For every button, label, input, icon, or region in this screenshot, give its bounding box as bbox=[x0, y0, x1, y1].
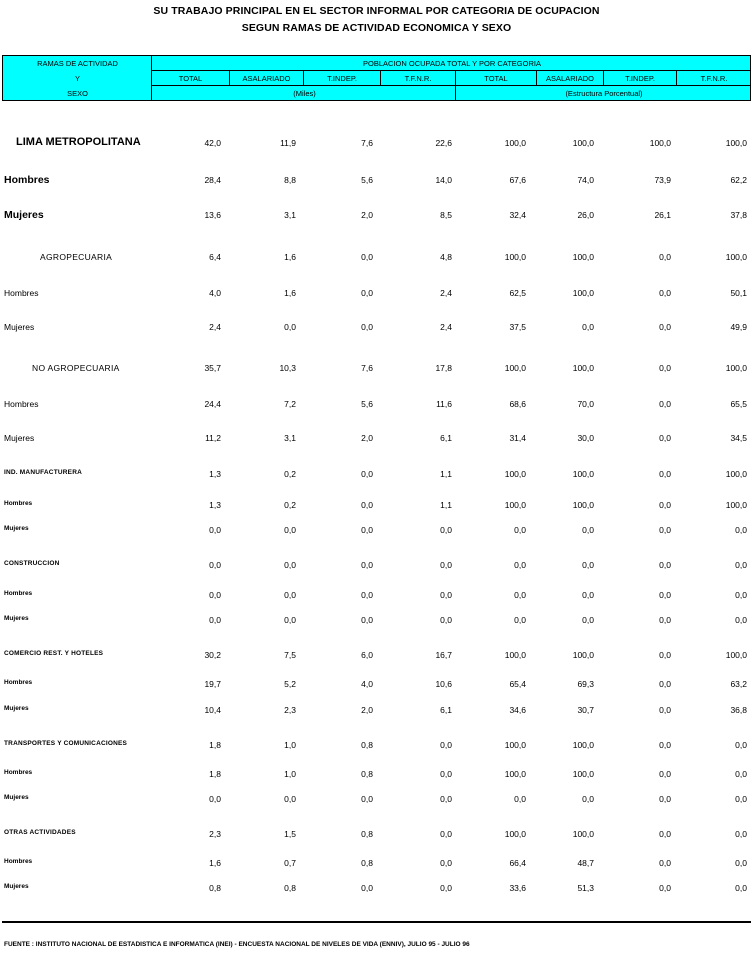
table-cell: 100,0 bbox=[504, 252, 526, 262]
header-col-1: TOTAL bbox=[178, 74, 203, 83]
table-cell: 13,6 bbox=[204, 210, 221, 220]
table-cell: 0,0 bbox=[659, 469, 671, 479]
table-cell: 0,0 bbox=[361, 615, 373, 625]
table-cell: 0,0 bbox=[209, 590, 221, 600]
table-cell: 4,0 bbox=[209, 288, 221, 298]
table-cell: 34,5 bbox=[730, 433, 747, 443]
row-label: NO AGROPECUARIA bbox=[32, 363, 120, 373]
row-label: Mujeres bbox=[4, 794, 29, 801]
table-cell: 0,8 bbox=[209, 883, 221, 893]
bottom-rule bbox=[2, 921, 751, 923]
table-cell: 8,8 bbox=[284, 175, 296, 185]
table-cell: 0,7 bbox=[284, 858, 296, 868]
table-cell: 32,4 bbox=[509, 210, 526, 220]
table-cell: 63,2 bbox=[730, 679, 747, 689]
table-cell: 0,0 bbox=[582, 590, 594, 600]
table-cell: 37,5 bbox=[509, 322, 526, 332]
table-cell: 100,0 bbox=[504, 650, 526, 660]
row-label: Hombres bbox=[4, 858, 33, 865]
table-cell: 69,3 bbox=[577, 679, 594, 689]
table-cell: 70,0 bbox=[577, 399, 594, 409]
table-cell: 0,0 bbox=[440, 560, 452, 570]
table-cell: 100,0 bbox=[725, 138, 747, 148]
table-cell: 0,0 bbox=[440, 858, 452, 868]
row-label: Hombres bbox=[4, 590, 33, 597]
table-cell: 100,0 bbox=[725, 650, 747, 660]
table-cell: 2,4 bbox=[440, 288, 452, 298]
table-cell: 0,0 bbox=[209, 615, 221, 625]
table-cell: 100,0 bbox=[572, 769, 594, 779]
table-cell: 0,0 bbox=[361, 288, 373, 298]
row-label: TRANSPORTES Y COMUNICACIONES bbox=[4, 740, 128, 747]
table-cell: 1,1 bbox=[440, 500, 452, 510]
table-cell: 0,0 bbox=[514, 615, 526, 625]
table-cell: 30,2 bbox=[204, 650, 221, 660]
table-cell: 1,6 bbox=[284, 288, 296, 298]
table-cell: 0,0 bbox=[284, 590, 296, 600]
source-footnote: FUENTE : INSTITUTO NACIONAL DE ESTADISTICA E INFORMATICA (INEI) - ENCUESTA NACIONAL DE NIVELES DE VIDA (ENNIV), JULIO 95 - JULIO 96 bbox=[4, 941, 470, 948]
table-cell: 0,0 bbox=[735, 829, 747, 839]
table-cell: 62,5 bbox=[509, 288, 526, 298]
table-cell: 100,0 bbox=[572, 500, 594, 510]
table-cell: 5,6 bbox=[361, 175, 373, 185]
table-cell: 0,0 bbox=[284, 322, 296, 332]
row-label: Mujeres bbox=[4, 209, 44, 221]
table-cell: 0,0 bbox=[735, 858, 747, 868]
table-cell: 1,6 bbox=[209, 858, 221, 868]
table-cell: 2,0 bbox=[361, 433, 373, 443]
table-cell: 0,0 bbox=[514, 560, 526, 570]
table-cell: 0,0 bbox=[735, 883, 747, 893]
table-cell: 0,0 bbox=[284, 560, 296, 570]
table-cell: 1,5 bbox=[284, 829, 296, 839]
table-cell: 68,6 bbox=[509, 399, 526, 409]
table-cell: 0,0 bbox=[514, 590, 526, 600]
table-cell: 16,7 bbox=[435, 650, 452, 660]
header-col0-line3: SEXO bbox=[67, 89, 88, 98]
table-cell: 2,3 bbox=[284, 705, 296, 715]
table-cell: 100,0 bbox=[572, 288, 594, 298]
header-group: POBLACION OCUPADA TOTAL Y POR CATEGORIA bbox=[363, 59, 541, 68]
table-cell: 28,4 bbox=[204, 175, 221, 185]
table-cell: 0,0 bbox=[440, 769, 452, 779]
table-cell: 0,0 bbox=[659, 590, 671, 600]
table-cell: 0,0 bbox=[735, 794, 747, 804]
table-cell: 0,0 bbox=[440, 525, 452, 535]
table-cell: 6,4 bbox=[209, 252, 221, 262]
row-label: COMERCIO REST. Y HOTELES bbox=[4, 650, 104, 657]
table-cell: 0,0 bbox=[440, 590, 452, 600]
table-cell: 19,7 bbox=[204, 679, 221, 689]
row-label: Mujeres bbox=[4, 322, 35, 332]
table-cell: 10,4 bbox=[204, 705, 221, 715]
table-cell: 100,0 bbox=[572, 363, 594, 373]
table-cell: 0,0 bbox=[361, 560, 373, 570]
table-cell: 26,1 bbox=[654, 210, 671, 220]
table-cell: 11,9 bbox=[280, 138, 296, 148]
table-cell: 0,0 bbox=[440, 740, 452, 750]
table-cell: 0,8 bbox=[361, 858, 373, 868]
table-cell: 10,6 bbox=[435, 679, 452, 689]
table-cell: 14,0 bbox=[435, 175, 452, 185]
table-cell: 30,0 bbox=[577, 433, 594, 443]
table-cell: 30,7 bbox=[577, 705, 594, 715]
table-cell: 0,0 bbox=[209, 794, 221, 804]
table-cell: 51,3 bbox=[577, 883, 594, 893]
table-cell: 0,0 bbox=[209, 525, 221, 535]
table-cell: 0,0 bbox=[659, 769, 671, 779]
table-cell: 100,0 bbox=[572, 650, 594, 660]
table-cell: 67,6 bbox=[509, 175, 526, 185]
table-cell: 0,0 bbox=[361, 322, 373, 332]
table-cell: 0,0 bbox=[582, 615, 594, 625]
page-title: SU TRABAJO PRINCIPAL EN EL SECTOR INFORMAL POR CATEGORIA DE OCUPACION bbox=[153, 5, 600, 17]
table-cell: 0,0 bbox=[440, 883, 452, 893]
table-cell: 0,0 bbox=[284, 794, 296, 804]
table-cell: 0,0 bbox=[361, 883, 373, 893]
table-cell: 65,4 bbox=[509, 679, 526, 689]
table-cell: 0,0 bbox=[440, 794, 452, 804]
table-cell: 100,0 bbox=[572, 252, 594, 262]
table-cell: 2,0 bbox=[361, 210, 373, 220]
row-label: Hombres bbox=[4, 679, 33, 686]
table-cell: 0,0 bbox=[659, 740, 671, 750]
table-cell: 31,4 bbox=[509, 433, 526, 443]
header-col0-line1: RAMAS DE ACTIVIDAD bbox=[37, 59, 118, 68]
table-cell: 37,8 bbox=[730, 210, 747, 220]
table-cell: 2,4 bbox=[440, 322, 452, 332]
table-cell: 0,0 bbox=[361, 469, 373, 479]
table-cell: 0,0 bbox=[659, 560, 671, 570]
table-cell: 0,0 bbox=[361, 252, 373, 262]
table-cell: 6,1 bbox=[440, 433, 452, 443]
table-cell: 65,5 bbox=[730, 399, 747, 409]
header-col-6: ASALARIADO bbox=[546, 74, 594, 83]
table-cell: 0,0 bbox=[659, 433, 671, 443]
table-cell: 5,6 bbox=[361, 399, 373, 409]
table-cell: 0,0 bbox=[361, 794, 373, 804]
table-cell: 7,5 bbox=[284, 650, 296, 660]
table-cell: 1,1 bbox=[440, 469, 452, 479]
header-unit-left: (Miles) bbox=[293, 89, 316, 98]
table-cell: 42,0 bbox=[204, 138, 221, 148]
table-cell: 36,8 bbox=[730, 705, 747, 715]
table-cell: 0,0 bbox=[659, 399, 671, 409]
table-cell: 0,0 bbox=[284, 525, 296, 535]
row-label: LIMA METROPOLITANA bbox=[16, 136, 141, 148]
table-cell: 0,0 bbox=[659, 363, 671, 373]
page-subtitle: SEGUN RAMAS DE ACTIVIDAD ECONOMICA Y SEXO bbox=[241, 22, 512, 34]
table-cell: 3,1 bbox=[284, 433, 296, 443]
table-cell: 6,0 bbox=[361, 650, 373, 660]
table-cell: 0,0 bbox=[361, 525, 373, 535]
row-label: Mujeres bbox=[4, 433, 35, 443]
table-cell: 4,8 bbox=[440, 252, 452, 262]
table-cell: 0,0 bbox=[582, 560, 594, 570]
header-col0-line2: Y bbox=[74, 74, 80, 83]
table-cell: 100,0 bbox=[504, 138, 526, 148]
table-cell: 0,8 bbox=[361, 740, 373, 750]
table-cell: 0,0 bbox=[659, 615, 671, 625]
row-label: Mujeres bbox=[4, 615, 29, 622]
row-label: Mujeres bbox=[4, 883, 29, 890]
table-cell: 100,0 bbox=[504, 769, 526, 779]
header-col-8: T.F.N.R. bbox=[700, 74, 728, 83]
row-label: Hombres bbox=[4, 769, 33, 776]
table-cell: 0,8 bbox=[361, 829, 373, 839]
table-cell: 48,7 bbox=[577, 858, 594, 868]
header-col-5: TOTAL bbox=[484, 74, 508, 83]
table-cell: 0,8 bbox=[361, 769, 373, 779]
row-label: Hombres bbox=[4, 174, 50, 186]
table-cell: 6,1 bbox=[440, 705, 452, 715]
table-cell: 0,0 bbox=[735, 740, 747, 750]
table-cell: 0,0 bbox=[440, 829, 452, 839]
table-cell: 33,6 bbox=[509, 883, 526, 893]
table-cell: 0,0 bbox=[582, 794, 594, 804]
table-cell: 0,0 bbox=[659, 288, 671, 298]
table-cell: 1,3 bbox=[209, 500, 221, 510]
table-cell: 0,2 bbox=[284, 500, 296, 510]
table-cell: 0,0 bbox=[659, 794, 671, 804]
table-cell: 2,3 bbox=[209, 829, 221, 839]
table-cell: 1,0 bbox=[284, 769, 296, 779]
table-cell: 0,0 bbox=[361, 500, 373, 510]
table-cell: 34,6 bbox=[509, 705, 526, 715]
header-unit-right: (Estructura Porcentual) bbox=[565, 89, 643, 98]
table-cell: 11,6 bbox=[436, 399, 452, 409]
table-cell: 49,9 bbox=[730, 322, 747, 332]
table-cell: 26,0 bbox=[577, 210, 594, 220]
table-cell: 0,8 bbox=[284, 883, 296, 893]
row-label: IND. MANUFACTURERA bbox=[4, 469, 82, 476]
table-cell: 0,0 bbox=[735, 615, 747, 625]
table-cell: 66,4 bbox=[509, 858, 526, 868]
table-cell: 2,0 bbox=[361, 705, 373, 715]
table-cell: 0,0 bbox=[659, 525, 671, 535]
table-cell: 0,0 bbox=[514, 794, 526, 804]
table-cell: 1,8 bbox=[209, 740, 221, 750]
table-header bbox=[2, 55, 751, 101]
table-cell: 100,0 bbox=[649, 138, 671, 148]
table-cell: 0,0 bbox=[361, 590, 373, 600]
table-cell: 73,9 bbox=[654, 175, 671, 185]
table-cell: 0,0 bbox=[659, 705, 671, 715]
table-cell: 4,0 bbox=[361, 679, 373, 689]
row-label: OTRAS ACTIVIDADES bbox=[4, 829, 76, 836]
table-cell: 22,6 bbox=[435, 138, 452, 148]
table-cell: 3,1 bbox=[284, 210, 296, 220]
table-cell: 1,8 bbox=[209, 769, 221, 779]
table-cell: 7,6 bbox=[361, 138, 373, 148]
row-label: Hombres bbox=[4, 399, 39, 409]
table-cell: 100,0 bbox=[504, 829, 526, 839]
table-cell: 62,2 bbox=[730, 175, 747, 185]
row-label: Hombres bbox=[4, 288, 39, 298]
table-cell: 0,0 bbox=[514, 525, 526, 535]
table-cell: 100,0 bbox=[572, 469, 594, 479]
row-label: AGROPECUARIA bbox=[40, 252, 113, 262]
table-cell: 35,7 bbox=[204, 363, 221, 373]
table-cell: 74,0 bbox=[577, 175, 594, 185]
table-cell: 1,0 bbox=[284, 740, 296, 750]
table-cell: 0,0 bbox=[735, 525, 747, 535]
table-cell: 100,0 bbox=[725, 363, 747, 373]
table-cell: 7,2 bbox=[284, 399, 296, 409]
table-cell: 0,0 bbox=[582, 322, 594, 332]
table-cell: 0,0 bbox=[659, 858, 671, 868]
table-cell: 0,0 bbox=[735, 560, 747, 570]
table-cell: 10,3 bbox=[279, 363, 296, 373]
table-cell: 100,0 bbox=[504, 740, 526, 750]
header-col-7: T.INDEP. bbox=[625, 74, 655, 83]
table-cell: 100,0 bbox=[572, 138, 594, 148]
table-cell: 0,0 bbox=[735, 590, 747, 600]
row-label: Mujeres bbox=[4, 705, 29, 712]
row-label: Mujeres bbox=[4, 525, 29, 532]
table-cell: 0,0 bbox=[659, 829, 671, 839]
table-cell: 100,0 bbox=[725, 252, 747, 262]
table-cell: 0,2 bbox=[284, 469, 296, 479]
table-cell: 0,0 bbox=[659, 650, 671, 660]
table-cell: 0,0 bbox=[209, 560, 221, 570]
table-cell: 5,2 bbox=[284, 679, 296, 689]
table-cell: 7,6 bbox=[361, 363, 373, 373]
row-label: CONSTRUCCION bbox=[4, 560, 60, 567]
table-cell: 100,0 bbox=[572, 740, 594, 750]
row-label: Hombres bbox=[4, 500, 33, 507]
table-cell: 1,6 bbox=[284, 252, 296, 262]
table-cell: 100,0 bbox=[725, 469, 747, 479]
table-cell: 0,0 bbox=[582, 525, 594, 535]
table-cell: 100,0 bbox=[572, 829, 594, 839]
table-cell: 100,0 bbox=[725, 500, 747, 510]
table-cell: 11,2 bbox=[205, 433, 221, 443]
table-cell: 8,5 bbox=[440, 210, 452, 220]
table-cell: 0,0 bbox=[659, 679, 671, 689]
table-cell: 50,1 bbox=[730, 288, 747, 298]
table-cell: 0,0 bbox=[735, 769, 747, 779]
table-cell: 17,8 bbox=[435, 363, 452, 373]
table-cell: 100,0 bbox=[504, 500, 526, 510]
table-cell: 0,0 bbox=[440, 615, 452, 625]
table-cell: 0,0 bbox=[659, 500, 671, 510]
table-cell: 1,3 bbox=[209, 469, 221, 479]
table-cell: 0,0 bbox=[284, 615, 296, 625]
header-col-2: ASALARIADO bbox=[242, 74, 291, 83]
table-cell: 24,4 bbox=[204, 399, 221, 409]
header-col-3: T.INDEP. bbox=[327, 74, 357, 83]
header-col-4: T.F.N.R. bbox=[404, 74, 432, 83]
table-cell: 0,0 bbox=[659, 883, 671, 893]
table-cell: 100,0 bbox=[504, 469, 526, 479]
table-cell: 100,0 bbox=[504, 363, 526, 373]
table-cell: 0,0 bbox=[659, 322, 671, 332]
table-cell: 2,4 bbox=[209, 322, 221, 332]
table-cell: 0,0 bbox=[659, 252, 671, 262]
